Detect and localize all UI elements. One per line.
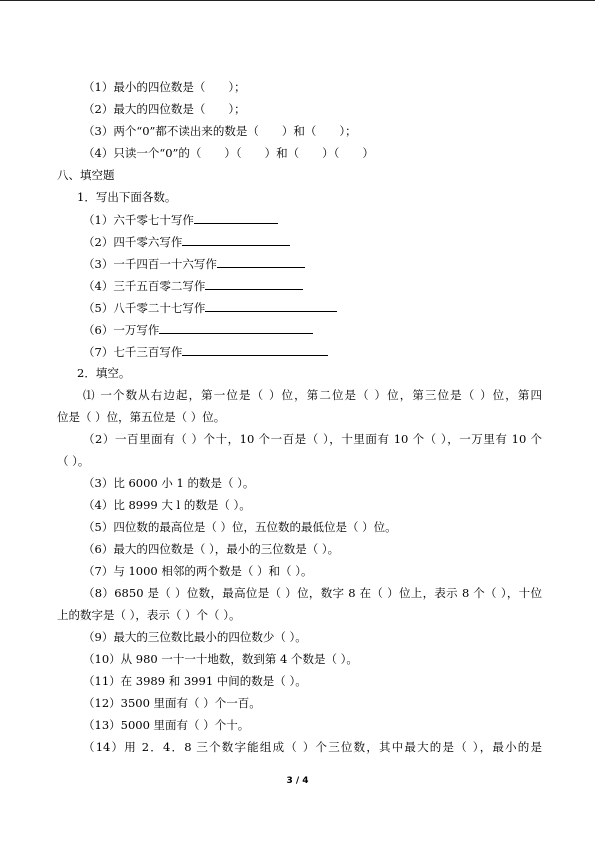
section-8-title: 八、填空题	[57, 168, 115, 182]
write-item-5	[83, 300, 337, 315]
answer-blank	[205, 278, 303, 290]
write-item-label: （6）一万写作	[83, 323, 160, 337]
write-item-7	[83, 344, 328, 359]
top-rule	[0, 0, 595, 1]
write-item-label: （3）一千四百一十六写作	[83, 257, 217, 271]
q7-item-2: （2）最大的四位数是（ ）；	[83, 102, 246, 116]
fill-item-1-line-2: 位是（ ）位，第五位是（ ）位。	[57, 410, 226, 424]
write-item-2	[83, 234, 290, 249]
answer-blank	[182, 234, 290, 246]
write-item-label: （1）六千零七十写作	[83, 213, 194, 227]
q7-item-1: （1）最小的四位数是（ ）；	[83, 80, 246, 94]
answer-blank	[194, 212, 278, 224]
subsection-1-title: 1．写出下面各数。	[77, 190, 177, 204]
fill-item-7: （7）与 1000 相邻的两个数是（ ）和（ ）。	[83, 564, 313, 578]
fill-item-4: （4）比 8999 大 l 的数是（ ）。	[83, 498, 251, 512]
fill-item-3: （3）比 6000 小 1 的数是（ ）。	[83, 476, 255, 490]
write-item-4	[83, 278, 303, 293]
fill-item-10: （10）从 980 一十一十地数，数到第 4 个数是（ ）。	[83, 652, 358, 666]
fill-item-14: （14）用 2．4．8 三个数字能组成（ ）个三位数，其中最大的是（ ），最小的是	[83, 740, 542, 754]
fill-item-1-line-1: ⑴ 一个数从右边起，第一位是（ ）位，第二位是（ ）位，第三位是（ ）位，第四	[83, 388, 542, 402]
fill-item-9: （9）最大的三位数比最小的四位数少（ ）。	[83, 630, 307, 644]
write-item-label: （4）三千五百零二写作	[83, 279, 206, 293]
fill-item-13: （13）5000 里面有（ ）个十。	[83, 718, 250, 732]
fill-item-8-line-2: 上的数字是（ ），表示（ ）个（ ）。	[57, 608, 241, 622]
fill-item-8-line-1: （8）6850 是（ ）位数，最高位是（ ）位，数字 8 在（ ）位上，表示 8 个（ ），十位	[83, 586, 542, 600]
page-number: 3 / 4	[286, 776, 309, 786]
answer-blank	[159, 322, 313, 334]
fill-item-12: （12）3500 里面有（ ）个一百。	[83, 696, 261, 710]
write-item-label: （2）四千零六写作	[83, 235, 183, 249]
answer-blank	[205, 300, 337, 312]
answer-blank	[217, 256, 305, 268]
q7-item-3: （3）两个“0”都不读出来的数是（ ）和（ ）；	[83, 124, 357, 138]
write-item-label: （7）七千三百写作	[83, 345, 183, 359]
write-item-label: （5）八千零二十七写作	[83, 301, 206, 315]
fill-item-5: （5）四位数的最高位是（ ）位，五位数的最低位是（ ）位。	[83, 520, 397, 534]
answer-blank	[182, 344, 328, 356]
fill-item-2-line-2: （ ）。	[57, 454, 90, 468]
write-item-6	[83, 322, 313, 337]
fill-item-6: （6）最大的四位数是（ ），最小的三位数是（ ）。	[83, 542, 340, 556]
subsection-2-title: 2．填空。	[77, 366, 131, 380]
write-item-1	[83, 212, 278, 227]
fill-item-11: （11）在 3989 和 3991 中间的数是（ ）。	[83, 674, 307, 688]
fill-item-2-line-1: （2）一百里面有（ ）个十，10 个一百是（ ），十里面有 10 个（ ），一万里有 10 个	[83, 432, 542, 446]
write-item-3	[83, 256, 305, 271]
q7-item-4: （4）只读一个“0”的（ ）（ ）和（ ）（ ）	[83, 146, 374, 160]
